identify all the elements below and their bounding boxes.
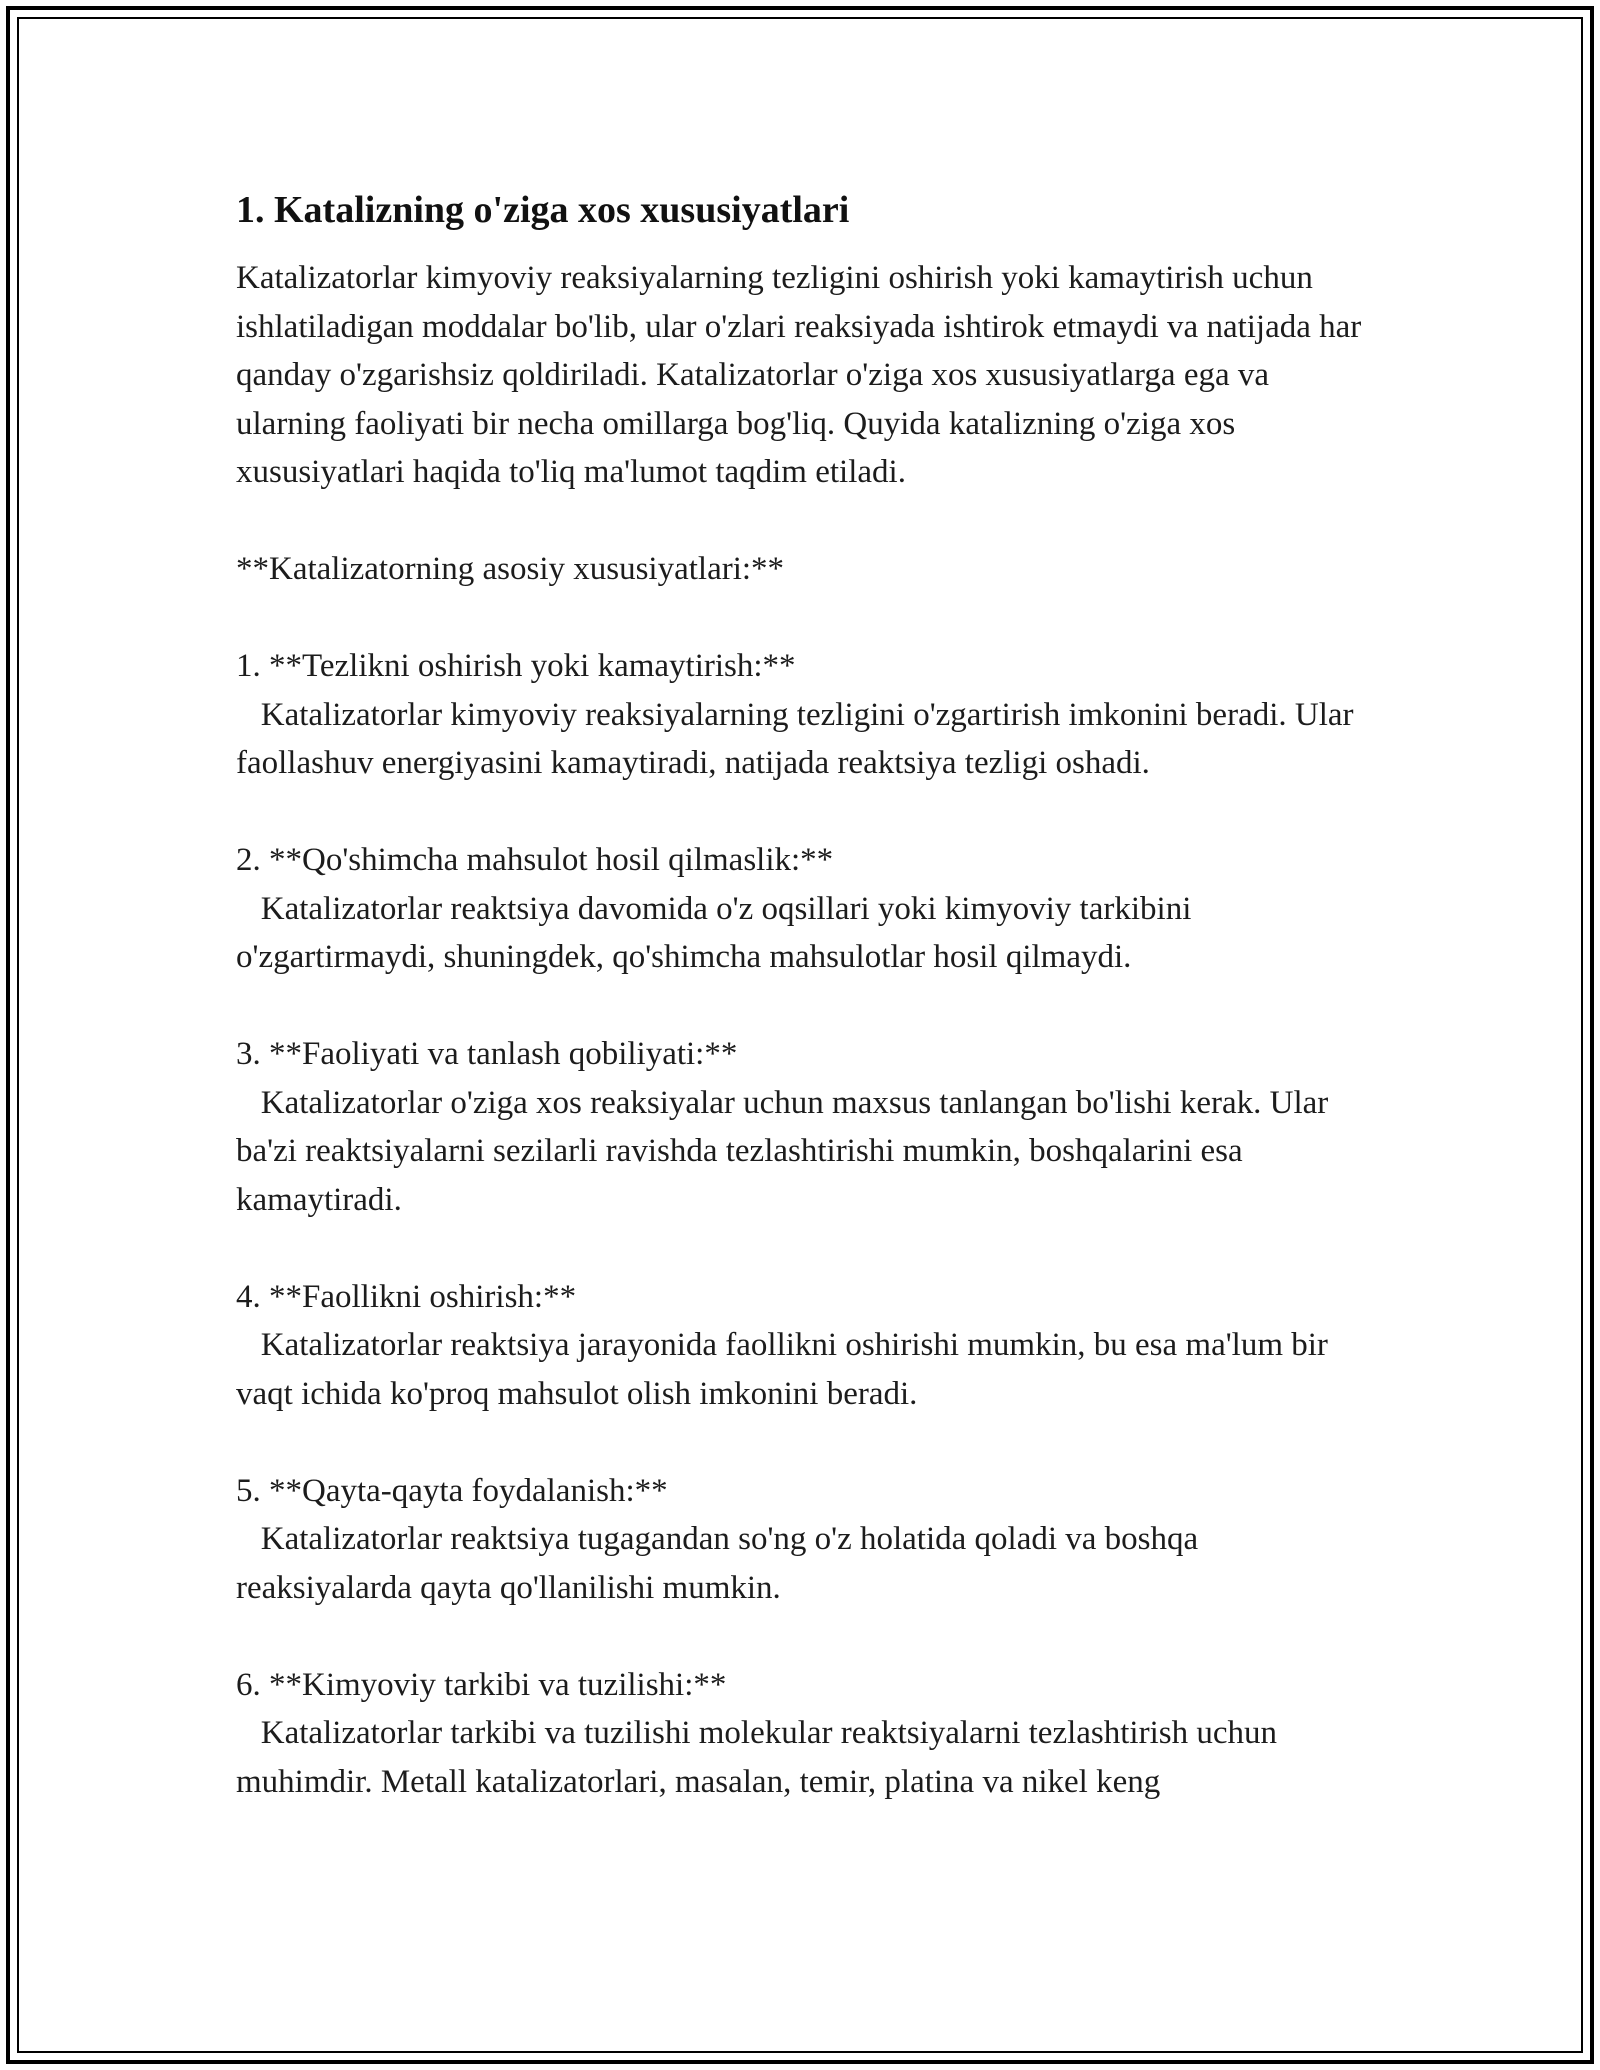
list-item-heading: 1. **Tezlikni oshirish yoki kamaytirish:** [236, 648, 796, 684]
list-item-heading: 5. **Qayta-qayta foydalanish:** [236, 1472, 668, 1509]
list-item-body: Katalizatorlar reaktsiya davomida o'z oqsillari yoki kimyoviy tarkibini o'zgartirmaydi, shuningdek, qo'shimcha mahsulotlar hosil qilmaydi. [236, 890, 1200, 975]
document-title: 1. Katalizning o'ziga xos xususiyatlari [236, 189, 850, 231]
list-item [236, 1030, 1376, 1224]
intro-paragraph: Katalizatorlar kimyoviy reaksiyalarning tezligini oshirish yoki kamaytirish uchun ishlatiladigan moddalar bo'lib, ular o'zlari reaksiyada ishtirok etmaydi va natijada har qanday o'zgarishsiz qoldiriladi. Katalizatorlar o'ziga xos xususiyatlarga ega va ularning faoliyati bir necha omillarga bog'liq. Quyida katalizning o'ziga xos xususiyatlari haqida to'liq ma'lumot taqdim etiladi. [236, 260, 1370, 490]
list-item-heading: 2. **Qo'shimcha mahsulot hosil qilmaslik:** [236, 842, 834, 878]
list-item [236, 836, 1376, 982]
list-item-heading: 3. **Faoliyati va tanlash qobiliyati:** [236, 1036, 738, 1072]
document-page [236, 186, 1376, 1855]
list-item-body: Katalizatorlar o'ziga xos reaksiyalar uchun maxsus tanlangan bo'lishi kerak. Ular ba'zi reaktsiyalarni sezilarli ravishda tezlashtirishi mumkin, boshqalarini esa kamaytiradi. [236, 1084, 1337, 1218]
list-item-body: Katalizatorlar kimyoviy reaksiyalarning tezligini o'zgartirish imkonini beradi. Ular faollashuv energiyasini kamaytiradi, natijada reaktsiya tezligi oshadi. [236, 696, 1362, 781]
list-item-body: Katalizatorlar reaktsiya jarayonida faollikni oshirishi mumkin, bu esa ma'lum bir vaqt ichida ko'proq mahsulot olish imkonini beradi. [236, 1327, 1337, 1412]
list-item-body: Katalizatorlar reaktsiya tugagandan so'ng o'z holatida qoladi va boshqa reaksiyalarda qayta qo'llanilishi mumkin. [236, 1521, 1207, 1606]
section-heading: **Katalizatorning asosiy xususiyatlari:** [236, 551, 785, 587]
list-item-heading: 6. **Kimyoviy tarkibi va tuzilishi:** [236, 1666, 727, 1703]
list-item [236, 1661, 1376, 1807]
list-item-body: Katalizatorlar tarkibi va tuzilishi molekular reaktsiyalarni tezlashtirish uchun muhimdir. Metall katalizatorlari, masalan, temir, platina va nikel keng [236, 1715, 1286, 1800]
list-item [236, 642, 1376, 788]
list-item-heading: 4. **Faollikni oshirish:** [236, 1278, 577, 1315]
list-item [236, 1467, 1376, 1613]
list-item [236, 1273, 1376, 1419]
